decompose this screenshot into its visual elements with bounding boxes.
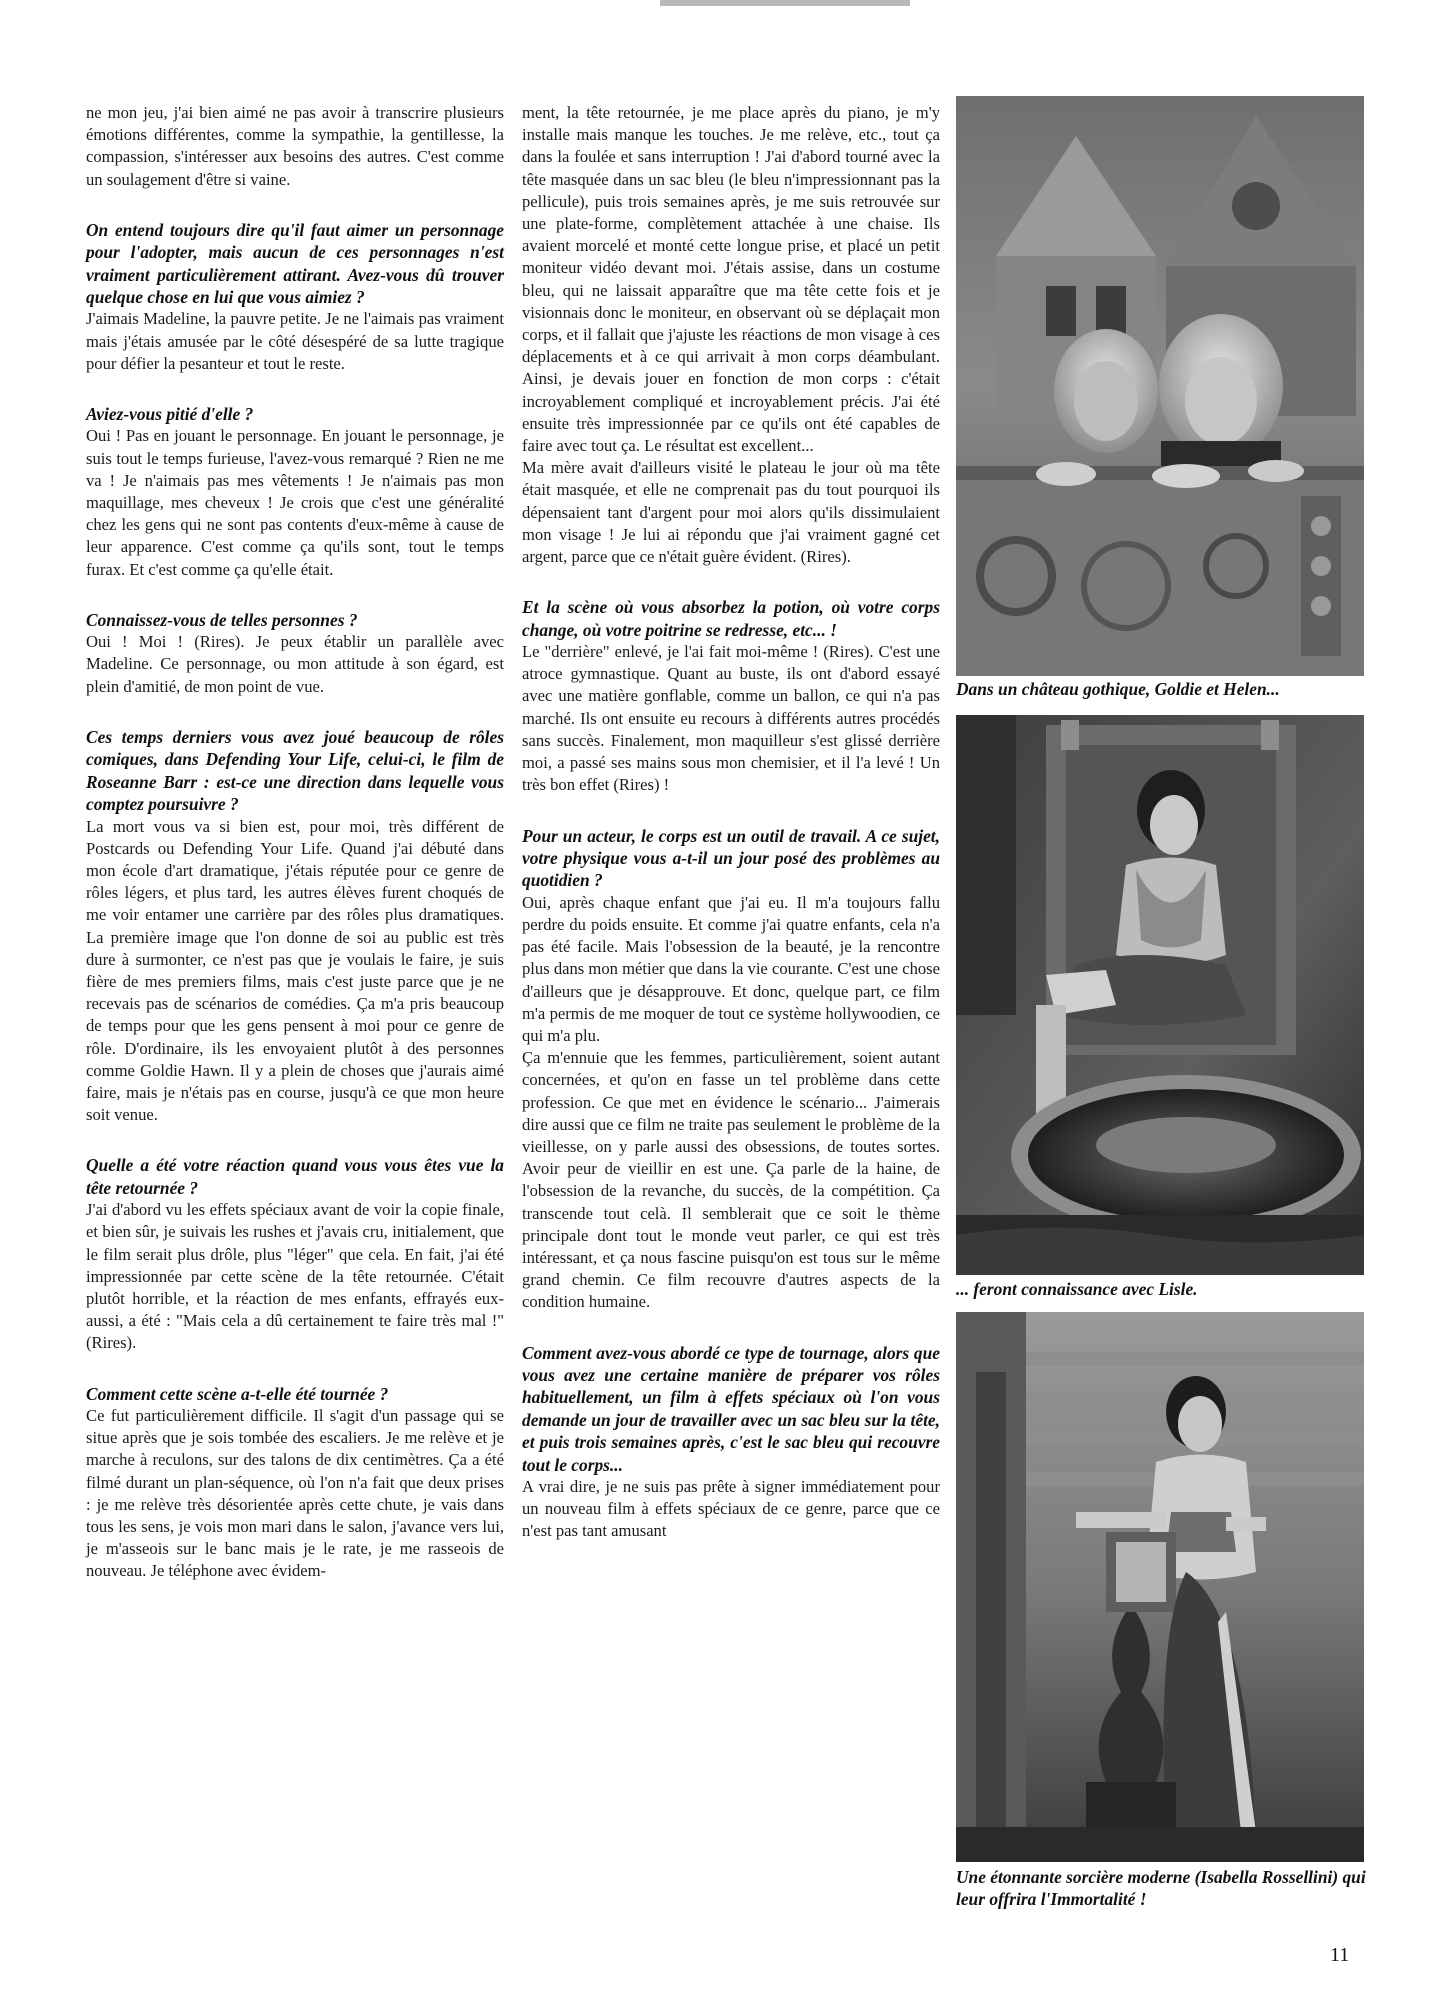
question-heading: On entend toujours dire qu'il faut aimer un personnage pour l'adopter, mais aucun de ces personnages n'est vraiment particulièrement attirant. Avez-vous dû trouver quelque chose en lui que vous aimiez ? [86,219,504,308]
question-heading: Comment avez-vous abordé ce type de tournage, alors que vous avez une certaine manière de préparer vos rôles habituellement, un film à effets spéciaux où l'on vous demande un jour de travailler avec un sac bleu sur la tête, et puis trois semaines après, c'est le sac bleu qui recouvre tout le corps... [522,1342,940,1475]
answer-paragraph: Ma mère avait d'ailleurs visité le plateau le jour où ma tête était masquée, et elle ne comprenait pas du tout pourquoi ils dépensaient tant d'argent pour moi alors qu'ils dissimulaient mon visage ! Je lui ai répondu que j'ai vraiment gagné cet argent, parce que ce n'était guère évident. (Rires). [522,458,940,567]
answer-paragraph: Oui ! Moi ! (Rires). Je peux établir un parallèle avec Madeline. Ce personnage, ou mon attitude à son égard, est plein d'amitié, de mon point de vue. [86,632,504,696]
answer-paragraph: Le "derrière" enlevé, je l'ai fait moi-même ! (Rires). C'est une atroce gymnastique. Quant au buste, ils ont d'abord essayé avec une matière gonflable, comme un ballon, ce qui n'a pas marché. Ils ont ensuite eu recours à différents autres procédés sans succès. Finalement, mon maquilleur s'est glissé derrière moi, a passé ses mains sous mon chemisier, et il l'a levé ! Un très bon effet (Rires) ! [522,642,940,795]
answer-paragraph: Oui, après chaque enfant que j'ai eu. Il m'a toujours fallu perdre du poids ensuite. Et comme j'ai quatre enfants, cela n'a pas été facile. Mais l'obsession de la beauté, je la rencontre plus dans mon métier que dans la vie courante. C'est une chose d'ailleurs que je désapprouve. Et donc, quelque part, ce film m'a permis de me moquer de tout ce système hollywoodien, ce qui m'a plu. [522,892,940,1045]
answer-paragraph: A vrai dire, je ne suis pas prête à signer immédiatement pour un nouveau film à effets spéciaux de ce genre, parce que ce n'est pas tant amusant [522,1477,940,1541]
question-heading: Aviez-vous pitié d'elle ? [86,404,254,425]
question-heading: Et la scène où vous absorbez la potion, où votre corps change, où votre poitrine se redresse, etc... ! [522,597,940,640]
photo-caption-3: Une étonnante sorcière moderne (Isabella Rossellini) qui leur offrira l'Immortalité ! [956,1867,1366,1909]
photo-gothic-castle-image [956,96,1364,676]
question-heading: Ces temps derniers vous avez joué beaucoup de rôles comiques, dans Defending Your Life, celui-ci, le film de Roseanne Barr : est-ce une direction dans lequelle vous comptez poursuivre ? [86,726,504,815]
photo-sorceress [956,1312,1364,1862]
answer-paragraph: Ça m'ennuie que les femmes, particulièrement, soient autant concernées, et qu'on en fasse un tel problème dans cette profession. Ce que met en évidence le scénario... J'aimerais dire aussi que ce film ne traite pas seulement le problème de la vieillesse, on y parle aussi des obsessions, de toutes sortes. Avoir peur de vieillir en est une. Ça parle de la haine, de l'obsession de la revanche, du succès, de la compétition. Ça transcende tout celà. Il semblerait que ce soit le thème principale dont tout le monde veut parler, ce qui est très intéressant, et ça nous fascine puisqu'on est tous sur le même grand chemin. Ce film recouvre d'autres aspects de la condition humaine. [522,1048,940,1312]
question-heading: Quelle a été votre réaction quand vous vous êtes vue la tête retournée ? [86,1155,504,1198]
page-number: 11 [1330,1944,1350,1966]
photo-sorceress-image [956,1312,1364,1862]
answer-paragraph: Ce fut particulièrement difficile. Il s'agit d'un passage qui se situe après que je sois tombée des escaliers. Je me relève et je marche à reculons, sur des talons de dix centimètres. Ça a été filmé durant un plan-séquence, où l'on n'a fait que deux prises : je me relève très désorientée après cette chute, je vais dans tous les sens, je vois mon mari dans le salon, j'avance vers lui, je m'asseois sur le banc mais je le rate, je me rasseois de nouveau. Je téléphone avec évidem- [86,1406,504,1581]
text-column-1 [86,102,504,1583]
answer-paragraph: Oui ! Pas en jouant le personnage. En jouant le personnage, je suis tout le temps furieuse, l'avez-vous remarqué ? Rien ne me va ! Je n'aimais pas mes vêtements ! Je n'aimais pas mon maquillage, mes cheveux ! Je crois que c'est une généralité chez les gens qui ne sont pas contents d'eux-même à cause de leur apparence. C'est comme ça qu'ils sont, tout le temps furax. Et c'est comme ça qu'elle était. [86,426,504,579]
photo-throne-scene [956,715,1364,1275]
photo-caption-2: ... feront connaissance avec Lisle. [956,1279,1198,1299]
question-heading: Comment cette scène a-t-elle été tournée ? [86,1383,389,1404]
answer-paragraph: La mort vous va si bien est, pour moi, très différent de Postcards ou Defending Your Life. Quand j'ai débuté dans mon école d'art dramatique, j'étais réputée pour ce genre de rôles légers, et plus tard, les autres élèves furent choqués de me voir entamer une carrière par des rôles plus dramatiques. La première image que l'on donne de soi au public est très dure à surmonter, ce n'est pas que je voulais le faire, je suis fière de mes premiers films, mais c'est juste parce que je ne recevais pas de scénarios de comédies. Ça m'a pris beaucoup de temps pour que les gens pensent à moi pour ce genre de rôle. D'ordinaire, ils les envoyaient plutôt à des personnes comme Goldie Hawn. Il y a plein de choses que j'aurais aimé faire, mais je n'étais pas en course, jusqu'à ce que mon heure soit venue. [86,816,504,1125]
answer-paragraph: J'aimais Madeline, la pauvre petite. Je ne l'aimais pas vraiment mais j'étais amusée par le côté désespéré de sa lutte tragique pour défier la pesanteur et tout le reste. [86,309,504,373]
question-heading: Connaissez-vous de telles personnes ? [86,609,358,630]
question-heading: Pour un acteur, le corps est un outil de travail. A ce sujet, votre physique vous a-t-il un jour posé des problèmes au quotidien ? [522,825,940,891]
text-column-2 [522,102,940,1543]
answer-paragraph: J'ai d'abord vu les effets spéciaux avant de voir la copie finale, et bien sûr, je suivais les rushes et j'avais cru, initialement, que le film serait plus drôle, plus "léger" que cela. En fait, j'ai été impressionnée par cette scène de la tête retournée. C'était plutôt horrible, et la réaction de mes enfants, effrayés eux-aussi, a été : "Mais cela a dû certainement te faire très mal !" (Rires). [86,1200,504,1353]
photo-throne-scene-image [956,715,1364,1275]
top-rule [660,0,910,6]
answer-paragraph: ne mon jeu, j'ai bien aimé ne pas avoir à transcrire plusieurs émotions différentes, comme la sympathie, la gentillesse, la compassion, s'intéresser aux besoins des autres. C'est comme un soulagement d'être si vaine. [86,103,504,189]
answer-paragraph: ment, la tête retournée, je me place après du piano, je m'y installe mais manque les touches. Je me relève, etc., tout ça dans la foulée et sans interruption ! J'ai d'abord tourné avec la tête masquée dans un sac bleu (le bleu n'impressionnant pas la pellicule), puis trois semaines après, je me suis retrouvée sur une plate-forme, complètement attachée à une chaise. Ils avaient morcelé et monté cette longue prise, et placé un petit moniteur vidéo devant moi. J'étais assise, dans un costume bleu, qui ne laissait apparaître que ma tête cette fois et je visionnais donc le moniteur, en observant où se déplaçait mon corps, et il fallait que j'ajuste les réactions de mon visage à ces déplacements et à ce qui arrivait à mon corps déambulant. Ainsi, je devais jouer en fonction de mon corps : c'était incroyablement compliqué et incroyablement précis. J'ai été ensuite très impressionnée par ce qu'ils ont été capables de faire avec tout ça. Le résultat est excellent... [522,103,940,456]
photo-caption-1: Dans un château gothique, Goldie et Helen... [956,679,1280,699]
photo-gothic-castle [956,96,1364,676]
